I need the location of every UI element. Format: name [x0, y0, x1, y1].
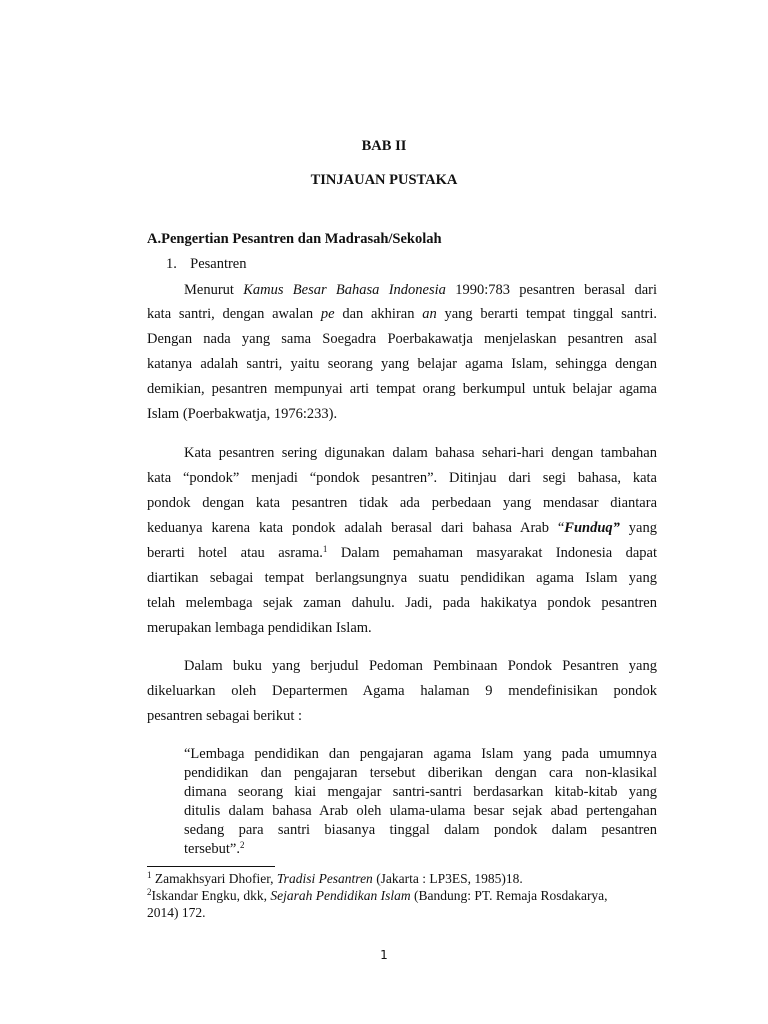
p1-line-2: kata santri, dengan awalan pe dan akhiran an yang berarti tempat tinggal santri. [147, 306, 658, 322]
p3-line-1: Dalam buku yang berjudul Pedoman Pembinaan Pondok Pesantren yang [184, 658, 657, 674]
quote-line-3: dimana seorang kiai mengajar santri-santri berdasarkan kitab-kitab yang [184, 784, 657, 800]
p1-line-1: Menurut Kamus Besar Bahasa Indonesia 1990:783 pesantren berasal dari [184, 282, 657, 298]
footnote-separator [147, 866, 275, 867]
p2-line-5: berarti hotel atau asrama.$^1$ Dalam pemahaman masyarakat Indonesia dapat [147, 544, 657, 561]
quote-line-6: tersebut”.$^2$ [184, 840, 245, 857]
p1-line-4: katanya adalah santri, yaitu seorang yang belajar agama Islam, sehingga dengan [147, 356, 657, 372]
p2-line-1: Kata pesantren sering digunakan dalam bahasa sehari-hari dengan tambahan [184, 445, 657, 461]
subsection-label: Pesantren [190, 256, 247, 272]
subsection-heading [166, 256, 247, 273]
page-number: 1 [380, 948, 388, 962]
p1-line-6: Islam (Poerbakwatja, 1976:233). [147, 406, 338, 422]
p2-line-6: diartikan sebagai tempat berlangsungnya suatu pendidikan agama Islam yang [147, 570, 657, 586]
p3-line-2: dikeluarkan oleh Departermen Agama halaman 9 mendefinisikan pondok [147, 683, 657, 699]
footnote-2-cont: 2014) 172. [147, 905, 206, 920]
quote-line-1: “Lembaga pendidikan dan pengajaran agama Islam yang pada umumnya [184, 746, 657, 762]
section-heading: A.Pengertian Pesantren dan Madrasah/Sekolah [147, 231, 442, 247]
footnote-2: $^2$Iskandar Engku, dkk, Sejarah Pendidikan Islam (Bandung: PT. Remaja Rosdakarya, [147, 887, 608, 903]
footnote-ref-2: 2 [239, 840, 245, 850]
chapter-title: TINJAUAN PUSTAKA [310, 172, 458, 188]
chapter-heading: BAB II [361, 138, 407, 154]
subsection-number: 1. [166, 256, 177, 272]
p1-line-3: Dengan nada yang sama Soegadra Poerbakawatja menjelaskan pesantren asal [147, 331, 657, 347]
p2-line-7: telah melembaga sejak zaman dahulu. Jadi, pada hakikatya pondok pesantren [147, 595, 657, 611]
p2-line-2: kata “pondok” menjadi “pondok pesantren”. Ditinjau dari segi bahasa, kata [147, 470, 657, 486]
quote-line-2: pendidikan dan pengajaran tersebut diberikan dengan cara non-klasikal [184, 765, 657, 781]
quote-line-4: ditulis dalam bahasa Arab oleh ulama-ulama besar sejak abad pertengahan [184, 803, 657, 819]
p2-line-4: keduanya karena kata pondok adalah berasal dari bahasa Arab “Funduq” yang [147, 520, 657, 536]
footnote-ref-1: 1 [322, 544, 328, 554]
footnote-1: $^1$ Zamakhsyari Dhofier, Tradisi Pesantren (Jakarta : LP3ES, 1985)18. [147, 870, 523, 886]
p1-line-5: demikian, pesantren mempunyai arti tempat orang berkumpul untuk belajar agama [147, 381, 657, 397]
p2-line-8: merupakan lembaga pendidikan Islam. [147, 620, 372, 636]
p3-line-3: pesantren sebagai berikut : [147, 708, 303, 724]
p2-line-3: pondok dengan kata pesantren tidak ada perbedaan yang mendasar diantara [147, 495, 657, 511]
quote-line-5: sedang para santri biasanya tinggal dalam pondok dalam pesantren [184, 822, 657, 838]
